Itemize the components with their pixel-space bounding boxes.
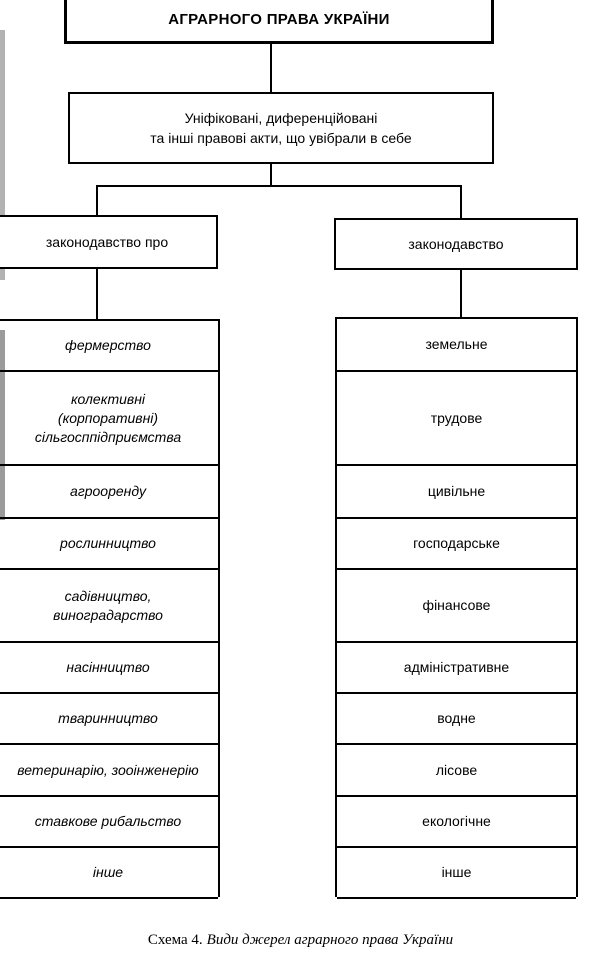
left-list-item: фермерство (0, 321, 218, 372)
left-heading: законодавство про (45, 234, 169, 250)
caption-label: Схема 4. (147, 932, 203, 948)
diagram-title: АГРАРНОГО ПРАВА УКРАЇНИ (168, 10, 390, 28)
left-list-item: насінництво (0, 643, 218, 694)
left-list (0, 319, 220, 897)
right-list-item: фінансове (337, 570, 576, 643)
left-list-item: ставкове рибальство (0, 797, 218, 848)
left-heading-box (0, 215, 218, 269)
left-list-item: агрооренду (0, 466, 218, 519)
right-list-item: лісове (337, 745, 576, 797)
caption-text: Види джерел аграрного права України (206, 932, 454, 948)
right-list-item: цивільне (337, 466, 576, 519)
right-list-item: інше (337, 848, 576, 899)
title-box (64, 0, 494, 44)
right-list-item: адміністративне (337, 643, 576, 694)
connector-right-heading-to-list (460, 270, 462, 317)
left-list-item: колективні (корпоративні) сільгосппідприємства (0, 372, 218, 466)
connector-to-right-heading (460, 185, 462, 218)
right-list-item: екологічне (337, 797, 576, 848)
connector-title-to-unified (270, 44, 272, 92)
right-list-item: водне (337, 694, 576, 745)
right-heading-box (334, 218, 578, 270)
unified-acts-text: Уніфіковані, диференційовані та інші правові акти, що увібрали в себе (150, 110, 412, 146)
connector-unified-down (270, 164, 272, 186)
right-heading: законодавство (408, 236, 504, 252)
connector-to-left-heading (96, 185, 98, 215)
left-list-item: ветеринарію, зооінженерію (0, 745, 218, 797)
connector-left-heading-to-list (96, 269, 98, 319)
connector-horizontal-split (96, 185, 462, 187)
right-list-item: трудове (337, 372, 576, 466)
right-list-item: земельне (337, 319, 576, 372)
figure-caption (0, 932, 601, 949)
left-list-item: інше (0, 848, 218, 899)
left-list-item: тваринництво (0, 694, 218, 745)
left-list-item: рослинництво (0, 519, 218, 570)
right-list-item: господарське (337, 519, 576, 570)
left-list-item: садівництво, виноградарство (0, 570, 218, 643)
right-list (335, 317, 578, 897)
unified-acts-box (68, 92, 494, 164)
